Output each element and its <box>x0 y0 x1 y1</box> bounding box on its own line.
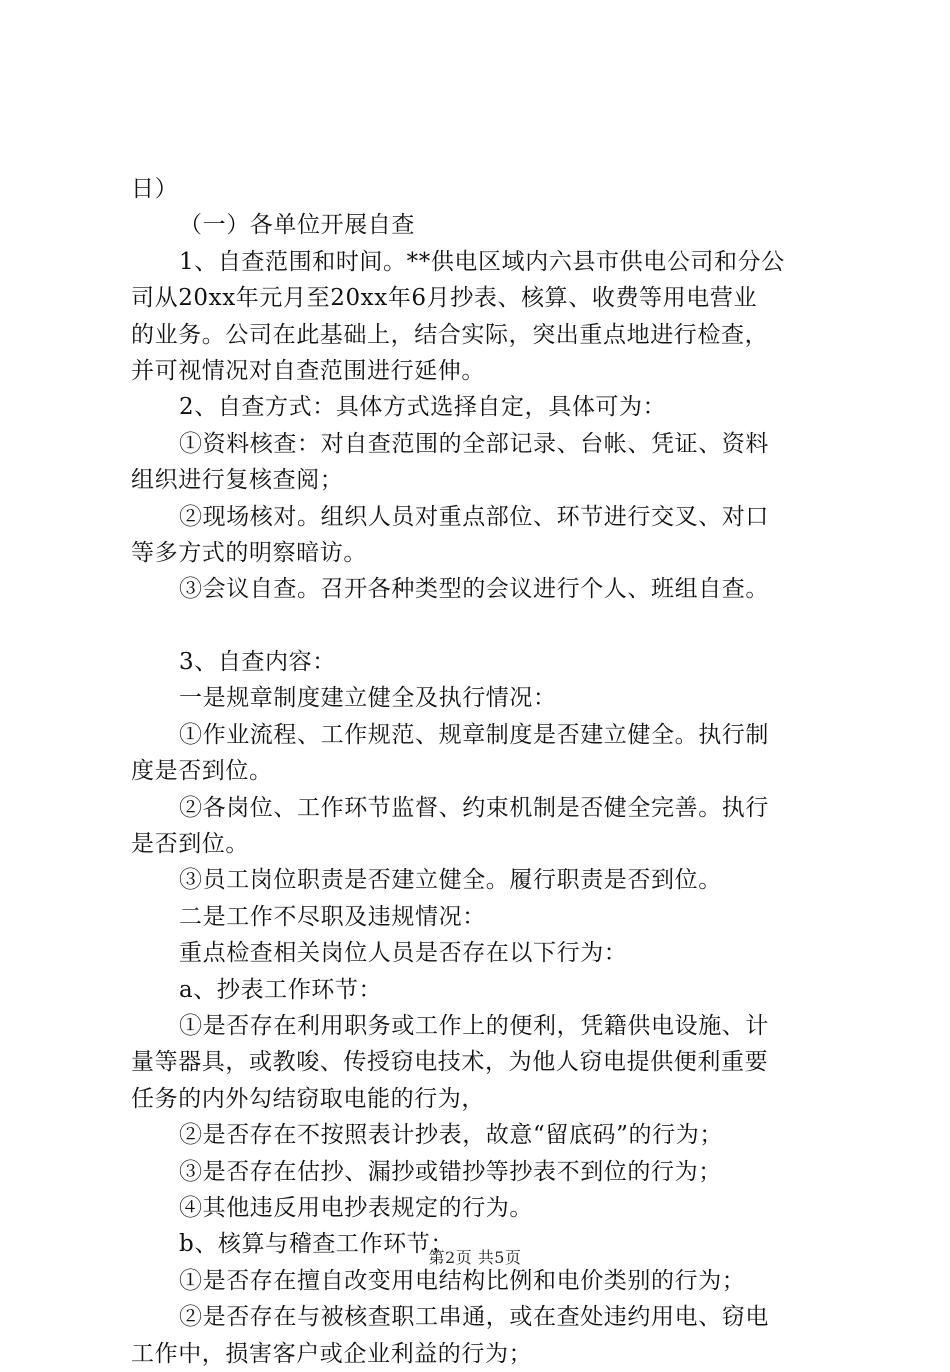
list-item: ③员工岗位职责是否建立健全。履行职责是否到位。 <box>179 867 722 894</box>
list-item: ②是否存在不按照表计抄表，故意“留底码”的行为； <box>179 1122 723 1149</box>
subsection-heading: a、抄表工作环节： <box>179 976 383 1003</box>
paragraph-line: 重点检查相关岗位人员是否存在以下行为： <box>179 940 628 967</box>
paragraph-line: 3、自查内容： <box>179 649 336 676</box>
section-heading: （一）各单位开展自查 <box>179 212 415 239</box>
list-item: ③是否存在估抄、漏抄或错抄等抄表不到位的行为； <box>179 1158 722 1185</box>
paragraph-line: 二是工作不尽职及违规情况： <box>179 903 486 930</box>
list-item: ①是否存在擅自改变用电结构比例和电价类别的行为； <box>179 1267 746 1294</box>
list-item-continuation: 是否到位。 <box>131 831 249 858</box>
list-item-continuation: 任务的内外勾结窃取电能的行为， <box>131 1085 485 1112</box>
list-item: ①是否存在利用职务或工作上的便利，凭籍供电设施、计 <box>179 1012 769 1039</box>
list-item-continuation: 组织进行复核查阅； <box>131 467 344 494</box>
list-item: ①作业流程、工作规范、规章制度是否建立健全。执行制 <box>179 721 769 748</box>
paragraph-line: 一是规章制度建立健全及执行情况： <box>179 685 557 712</box>
list-item: ④其他违反用电抄表规定的行为。 <box>179 1194 533 1221</box>
paragraph-line: 并可视情况对自查范围进行延伸。 <box>131 357 485 384</box>
subsection-heading: b、核算与稽查工作环节； <box>179 1231 454 1258</box>
list-item-continuation: 度是否到位。 <box>131 758 273 785</box>
list-item: ①资料核查：对自查范围的全部记录、台帐、凭证、资料 <box>179 430 769 457</box>
text-line: 日） <box>131 176 179 202</box>
list-item-continuation: 量等器具，或教唆、传授窃电技术，为他人窃电提供便利重要 <box>131 1049 769 1076</box>
paragraph-line: 司从20xx年元月至20xx年6月抄表、核算、收费等用电营业 <box>131 285 758 312</box>
list-item: ③会议自查。召开各种类型的会议进行个人、班组自查。 <box>179 576 769 603</box>
paragraph-line: 1、自查范围和时间。**供电区域内六县市供电公司和分公 <box>179 248 785 275</box>
list-item: ②是否存在与被核查职工串通，或在查处违约用电、窃电 <box>179 1304 769 1331</box>
list-item: ②各岗位、工作环节监督、约束机制是否健全完善。执行 <box>179 794 769 821</box>
paragraph-line: 2、自查方式：具体方式选择自定，具体可为： <box>179 394 667 421</box>
list-item: ②现场核对。组织人员对重点部位、环节进行交叉、对口 <box>179 503 769 530</box>
blank-line <box>131 608 831 644</box>
paragraph-line: 的业务。公司在此基础上，结合实际，突出重点地进行检查， <box>131 321 769 348</box>
list-item-continuation: 等多方式的明察暗访。 <box>131 539 367 566</box>
page-number-footer: 第2页 共5页 <box>428 1248 522 1267</box>
document-body <box>131 171 831 1372</box>
list-item-continuation: 工作中，损害客户或企业利益的行为； <box>131 1340 533 1367</box>
